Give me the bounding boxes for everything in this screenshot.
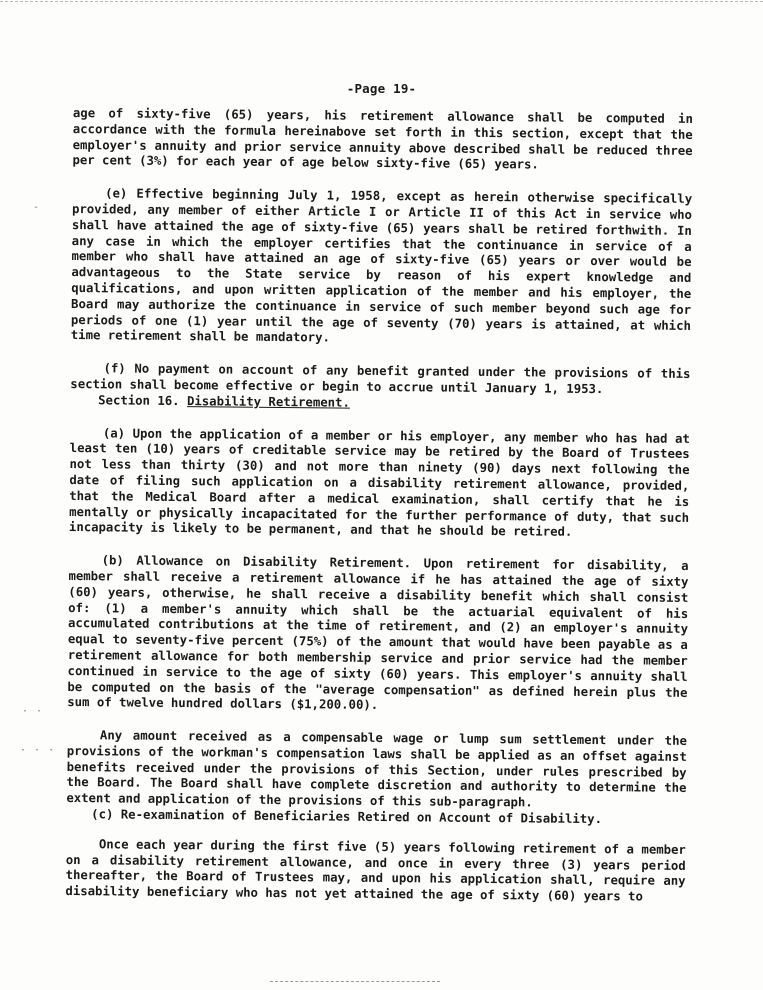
- page-number: -Page 19-: [346, 81, 417, 96]
- paragraph-f: (f) No payment on account of any benefit granted under the provisions of this section shall become effective or begin to accrue until January 1, 1953.: [70, 361, 691, 397]
- section-label: Section 16.: [98, 393, 180, 408]
- top-scan-edge: [0, 1, 763, 2]
- paragraph-reexamination: Once each year during the first five (5) years following retirement of a member on a disability retirement allowance, and once in every three (3) years period thereafter, the Board of Trustees may, and upon his application shall, require any disability beneficiary who has not yet attained the age of sixty (60) years to: [65, 837, 686, 904]
- document-body: [65, 106, 693, 906]
- paragraph-e: (e) Effective beginning July 1, 1958, except as herein otherwise specifically provided, any member of either Article I or Article II of this Act in service who shall have attained the age of sixty-five (65) years shall be retired forthwith. In any case in which the employer certifies that the continuance in service of a member who shall have attained an age of sixty-five (65) years or over would be advantageous to the State service by reason of his expert knowledge and qualifications, and upon written application of the member and his employer, the Board may authorize the continuance in service of such member beyond such age for periods of one (1) year until the age of seventy (70) years is attained, at which time retirement shall be mandatory.: [70, 186, 693, 345]
- paragraph-a: (a) Upon the application of a member or his employer, any member who has had at least ten (10) years of creditable service may be retired by the Board of Trustees not less than thirty (30) and not more than ninety (90) days next following the date of filing such application on a disability retirement allowance, provided, that the Medical Board after a medical examination, shall certify that he is mentally or physically incapacitated for the further performance of duty, that such incapacity is likely to be permanent, and that he should be retired.: [68, 425, 690, 540]
- section-title: Disability Retirement.: [186, 393, 350, 410]
- paragraph-continuation: age of sixty-five (65) years, his retirement allowance shall be computed in accordance with the formula hereinabove set forth in this section, except that the employer's annuity and prior service annuity above described shall be reduced three per cent (3%) for each year of age below sixty-five (65) years.: [72, 106, 693, 172]
- margin-mark: · ·: [22, 706, 44, 717]
- bottom-scan-edge: [270, 981, 440, 982]
- paragraph-offset: Any amount received as a compensable wage or lump sum settlement under the provisions of the workman's compensation laws shall be applied as an offset against benefits received under the provisions of this Section, under rules prescribed by the Board. The Board shall have complete discretion and authority to determine the extent and application of the provisions of this sub-paragraph.: [66, 728, 687, 810]
- margin-mark: · · ·: [20, 745, 56, 756]
- paragraph-b: (b) Allowance on Disability Retirement. Upon retirement for disability, a member shall receive a retirement allowance if he has attained the age of sixty (60) years, otherwise, he shall receive a disability benefit which shall consist of: (1) a member's annuity which shall be the actuarial equivalent of his accumulated contributions at the time of retirement, and (2) an employer's annuity equal to seventy-five percent (75%) of the amount that would have been payable as a retirement allowance for both membership service and prior service had the member continued in service to the age of sixty (60) years. This employer's annuity shall be computed on the basis of the "average compensation" as defined herein plus the sum of twelve hundred dollars ($1,200.00).: [67, 553, 689, 713]
- subsection-c-heading: (c) Re-examination of Beneficiaries Retired on Account of Disability.: [91, 807, 603, 827]
- margin-mark: -: [33, 202, 41, 213]
